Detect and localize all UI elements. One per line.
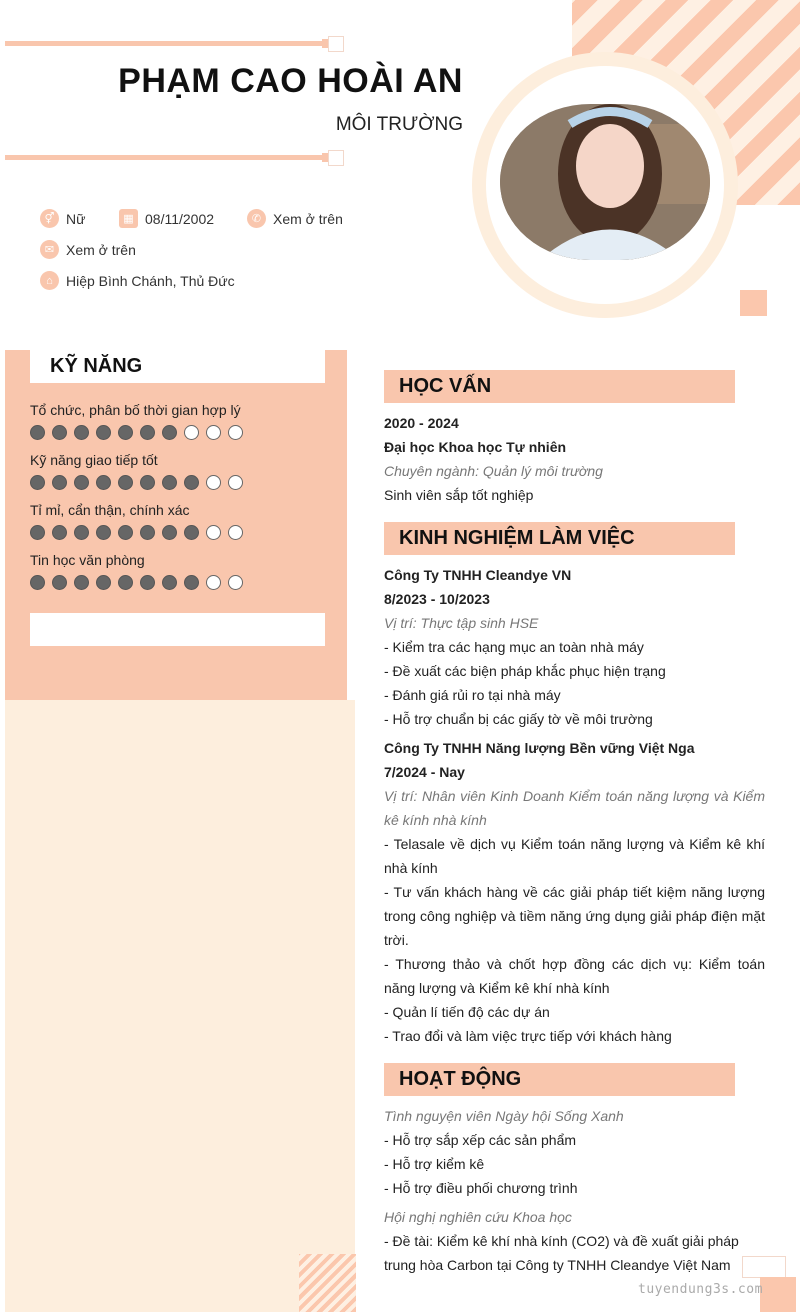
rating-dot-filled — [74, 575, 89, 590]
candidate-title: MÔI TRƯỜNG — [335, 114, 463, 135]
rating-dot-filled — [52, 475, 67, 490]
rating-dot-filled — [52, 425, 67, 440]
rating-dot-empty — [206, 525, 221, 540]
left-column-background — [5, 700, 355, 1312]
rating-dot-filled — [118, 525, 133, 540]
header-line-end — [328, 36, 344, 52]
phone-icon: ✆ — [247, 209, 266, 228]
gender-value: Nữ — [66, 210, 86, 227]
dob-value: 08/11/2002 — [145, 210, 215, 227]
contact-phone — [247, 209, 343, 228]
candidate-name: PHẠM CAO HOÀI AN — [118, 62, 463, 100]
rating-dot-empty — [228, 425, 243, 440]
rating-dot-empty — [206, 575, 221, 590]
empty-box — [30, 613, 325, 646]
activity-detail: - Hỗ trợ kiểm kê — [384, 1156, 485, 1172]
rating-dot-filled — [74, 525, 89, 540]
address-value: Hiệp Bình Chánh, Thủ Đức — [66, 272, 235, 289]
contact-gender — [40, 209, 85, 228]
rating-dot-filled — [140, 475, 155, 490]
activity-detail: - Hỗ trợ sắp xếp các sản phẩm — [384, 1132, 577, 1148]
rating-dot-filled — [184, 475, 199, 490]
rating-dot-filled — [52, 525, 67, 540]
rating-dot-filled — [162, 475, 177, 490]
activities-heading: HOẠT ĐỘNG — [384, 1063, 735, 1096]
job-period: 7/2024 - Nay — [384, 764, 465, 780]
job-task: - Trao đổi và làm việc trực tiếp với khách hàng — [384, 1028, 672, 1044]
activity-detail: - Hỗ trợ điều phối chương trình — [384, 1180, 578, 1196]
education-school: Đại học Khoa học Tự nhiên — [384, 439, 567, 455]
rating-dot-filled — [30, 575, 45, 590]
rating-dot-filled — [162, 425, 177, 440]
activity-title: Hội nghị nghiên cứu Khoa học — [384, 1209, 572, 1225]
rating-dot-filled — [30, 525, 45, 540]
rating-dot-filled — [162, 525, 177, 540]
skill-rating — [30, 575, 243, 590]
education-major: Chuyên ngành: Quản lý môi trường — [384, 463, 603, 479]
rating-dot-filled — [162, 575, 177, 590]
email-icon: ✉ — [40, 240, 59, 259]
rating-dot-filled — [30, 425, 45, 440]
skill-name: Tin học văn phòng — [30, 552, 145, 568]
activity-title: Tình nguyện viên Ngày hội Sống Xanh — [384, 1108, 624, 1124]
header-line-top — [5, 41, 327, 46]
job-company: Công Ty TNHH Cleandye VN — [384, 567, 572, 583]
rating-dot-filled — [184, 575, 199, 590]
profile-photo — [500, 104, 710, 260]
job-task: - Hỗ trợ chuẩn bị các giấy tờ về môi trường — [384, 711, 653, 727]
skill-name: Tỉ mỉ, cẩn thận, chính xác — [30, 502, 190, 518]
skills-heading: KỸ NĂNG — [30, 350, 325, 383]
education-status: Sinh viên sắp tốt nghiệp — [384, 487, 534, 503]
rating-dot-empty — [206, 425, 221, 440]
rating-dot-filled — [74, 425, 89, 440]
rating-dot-empty — [228, 525, 243, 540]
contact-dob — [119, 209, 214, 228]
calendar-icon: ▦ — [119, 209, 138, 228]
rating-dot-empty — [184, 425, 199, 440]
rating-dot-filled — [96, 575, 111, 590]
job-task: - Đề xuất các biện pháp khắc phục hiện trạng — [384, 663, 666, 679]
job-position: Vị trí: Nhân viên Kinh Doanh Kiểm toán năng lượng và Kiểm kê kính nhà kính — [384, 788, 765, 828]
rating-dot-filled — [118, 425, 133, 440]
rating-dot-filled — [140, 575, 155, 590]
skill-rating — [30, 475, 243, 490]
watermark: tuyendung3s.com — [638, 1282, 763, 1297]
rating-dot-filled — [96, 425, 111, 440]
activity-detail: - Đề tài: Kiểm kê khí nhà kính (CO2) và đề xuất giải pháp trung hòa Carbon tại Công ty TNHH Cleandye Việt Nam — [384, 1233, 739, 1273]
skill-rating — [30, 425, 243, 440]
home-icon: ⌂ — [40, 271, 59, 290]
decorative-corner — [760, 1277, 796, 1312]
rating-dot-empty — [206, 475, 221, 490]
skill-rating — [30, 525, 243, 540]
job-company: Công Ty TNHH Năng lượng Bền vững Việt Nga — [384, 740, 695, 756]
rating-dot-filled — [30, 475, 45, 490]
gender-icon: ⚥ — [40, 209, 59, 228]
rating-dot-filled — [118, 575, 133, 590]
decorative-stripes-bottom — [299, 1254, 356, 1312]
education-period: 2020 - 2024 — [384, 415, 459, 431]
job-task: - Telasale về dịch vụ Kiểm toán năng lượng và Kiểm kê khí nhà kính — [384, 836, 765, 876]
skill-name: Kỹ năng giao tiếp tốt — [30, 452, 158, 468]
contact-address — [40, 271, 235, 290]
rating-dot-filled — [52, 575, 67, 590]
skill-name: Tổ chức, phân bố thời gian hợp lý — [30, 402, 241, 418]
job-task: - Tư vấn khách hàng về các giải pháp tiết kiệm năng lượng trong công nghiệp và tiềm năng ứng dụng giải pháp điện mặt trời. — [384, 884, 765, 948]
rating-dot-filled — [140, 525, 155, 540]
rating-dot-filled — [140, 425, 155, 440]
rating-dot-filled — [118, 475, 133, 490]
decorative-corner-box — [742, 1256, 786, 1278]
rating-dot-empty — [228, 575, 243, 590]
rating-dot-filled — [184, 525, 199, 540]
header-line-end — [328, 150, 344, 166]
education-heading: HỌC VẤN — [384, 370, 735, 403]
job-task: - Kiểm tra các hạng mục an toàn nhà máy — [384, 639, 644, 655]
job-task: - Đánh giá rủi ro tại nhà máy — [384, 687, 561, 703]
rating-dot-empty — [228, 475, 243, 490]
rating-dot-filled — [96, 525, 111, 540]
header-line-bottom — [5, 155, 327, 160]
contact-email — [40, 240, 136, 259]
decorative-square — [740, 290, 767, 316]
job-task: - Thương thảo và chốt hợp đồng các dịch vụ: Kiểm toán năng lượng và Kiểm kê khí nhà kính — [384, 956, 765, 996]
job-position: Vị trí: Thực tập sinh HSE — [384, 615, 539, 631]
rating-dot-filled — [74, 475, 89, 490]
phone-value: Xem ở trên — [273, 210, 343, 227]
experience-heading: KINH NGHIỆM LÀM VIỆC — [384, 522, 735, 555]
job-task: - Quản lí tiến độ các dự án — [384, 1004, 550, 1020]
job-period: 8/2023 - 10/2023 — [384, 591, 490, 607]
rating-dot-filled — [96, 475, 111, 490]
email-value: Xem ở trên — [66, 241, 136, 258]
